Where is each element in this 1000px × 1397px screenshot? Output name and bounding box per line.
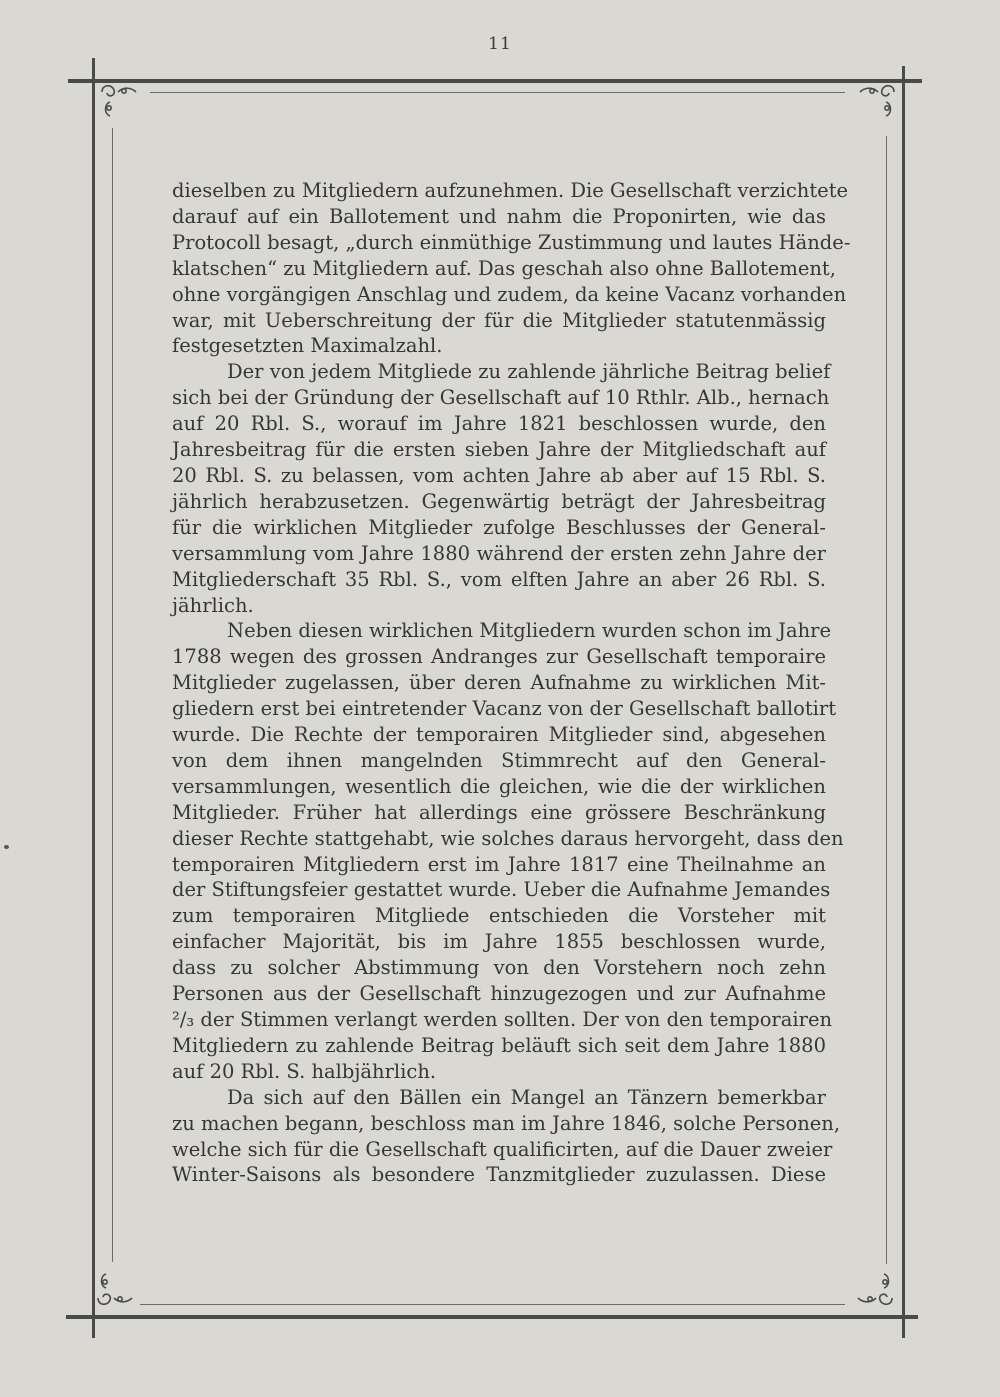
text-line: zum temporairen Mitgliede entschieden die Vorsteher mit: [172, 904, 826, 928]
text-line: welche sich für die Gesellschaft qualificirten, auf die Dauer zweier: [172, 1137, 833, 1161]
scroll-ornament-icon: [94, 1270, 134, 1310]
paragraph: [172, 1085, 841, 1189]
text-line: darauf auf ein Ballotement und nahm die Proponirten, wie das: [172, 204, 826, 228]
text-line: Winter-Saisons als besondere Tanzmitglieder zuzulassen. Diese: [172, 1163, 826, 1187]
text-line: ohne vorgängigen Anschlag und zudem, da keine Vacanz vorhanden: [172, 282, 847, 306]
scroll-ornament-icon: [856, 1270, 896, 1310]
text-line: Neben diesen wirklichen Mitgliedern wurden schon im Jahre: [227, 619, 832, 643]
text-line: Mitgliedern zu zahlende Beitrag beläuft sich seit dem Jahre 1880: [172, 1033, 826, 1057]
page-number: 11: [488, 34, 512, 54]
frame-bottom-rule: [66, 1315, 918, 1319]
text-line: jährlich.: [172, 593, 254, 617]
inner-right-rule: [886, 136, 887, 1264]
text-line: für die wirklichen Mitglieder zufolge Beschlusses der General-: [172, 515, 826, 539]
ink-smudge: [4, 845, 9, 849]
text-line: temporairen Mitgliedern erst im Jahre 1817 eine Theilnahme an: [172, 852, 826, 876]
inner-top-rule: [150, 92, 845, 93]
text-line: dieselben zu Mitgliedern aufzunehmen. Die Gesellschaft verzichtete: [172, 179, 849, 202]
text-line: versammlungen, wesentlich die gleichen, wie die der wirklichen: [172, 774, 826, 798]
text-line: auf 20 Rbl. S., worauf im Jahre 1821 beschlossen wurde, den: [172, 412, 826, 436]
text-line: Personen aus der Gesellschaft hinzugezogen und zur Aufnahme: [172, 982, 826, 1006]
text-line: Der von jedem Mitgliede zu zahlende jährliche Beitrag belief: [227, 360, 831, 384]
text-line: ²/₃ der Stimmen verlangt werden sollten. Der von den temporairen: [172, 1008, 833, 1031]
scroll-ornament-icon: [98, 80, 138, 120]
text-line: jährlich herabzusetzen. Gegenwärtig beträgt der Jahresbeitrag: [172, 489, 826, 513]
text-line: Jahresbeitrag für die ersten sieben Jahre der Mitgliedschaft auf: [172, 438, 826, 462]
text-line: Mitgliederschaft 35 Rbl. S., vom elften Jahre an aber 26 Rbl. S.: [172, 567, 826, 591]
text-line: 1788 wegen des grossen Andranges zur Gesellschaft temporaire: [172, 645, 826, 669]
text-line: dieser Rechte stattgehabt, wie solches daraus hervorgeht, dass den: [172, 826, 844, 850]
text-line: festgesetzten Maximalzahl.: [172, 334, 443, 358]
text-line: klatschen“ zu Mitgliedern auf. Das geschah also ohne Ballotement,: [172, 256, 836, 280]
body-text: [172, 178, 851, 1188]
frame-top-rule: [68, 79, 922, 83]
text-line: wurde. Die Rechte der temporairen Mitglieder sind, abgesehen: [172, 723, 826, 747]
text-line: gliedern erst bei eintretender Vacanz von der Gesellschaft ballotirt: [172, 697, 837, 721]
inner-bottom-rule: [140, 1304, 845, 1305]
text-line: zu machen begann, beschloss man im Jahre 1846, solche Personen,: [172, 1111, 841, 1135]
paragraph: [172, 359, 831, 618]
text-line: Protocoll besagt, „durch einmüthige Zustimmung und lautes Hände-: [172, 230, 851, 254]
text-line: versammlung vom Jahre 1880 während der ersten zehn Jahre der: [172, 541, 826, 565]
text-line: auf 20 Rbl. S. halbjährlich.: [172, 1059, 437, 1083]
frame-left-rule: [92, 58, 95, 1338]
text-line: von dem ihnen mangelnden Stimmrecht auf den General-: [172, 748, 826, 772]
scroll-ornament-icon: [858, 80, 898, 120]
inner-left-rule: [112, 128, 113, 1262]
text-line: einfacher Majorität, bis im Jahre 1855 beschlossen wurde,: [172, 930, 826, 954]
text-line: Mitglieder. Früher hat allerdings eine grössere Beschränkung: [172, 800, 826, 824]
text-line: der Stiftungsfeier gestattet wurde. Ueber die Aufnahme Jemandes: [172, 878, 831, 902]
text-line: sich bei der Gründung der Gesellschaft auf 10 Rthlr. Alb., hernach: [172, 386, 830, 410]
text-line: war, mit Ueberschreitung der für die Mitglieder statutenmässig: [172, 308, 826, 332]
text-line: 20 Rbl. S. zu belassen, vom achten Jahre ab aber auf 15 Rbl. S.: [172, 463, 826, 487]
text-line: dass zu solcher Abstimmung von den Vorstehern noch zehn: [172, 956, 826, 980]
frame-right-rule: [902, 66, 905, 1338]
paragraph: [172, 618, 844, 1084]
text-line: Mitglieder zugelassen, über deren Aufnahme zu wirklichen Mit-: [172, 671, 826, 695]
paragraph: [172, 178, 851, 359]
text-line: Da sich auf den Bällen ein Mangel an Tänzern bemerkbar: [227, 1085, 826, 1109]
